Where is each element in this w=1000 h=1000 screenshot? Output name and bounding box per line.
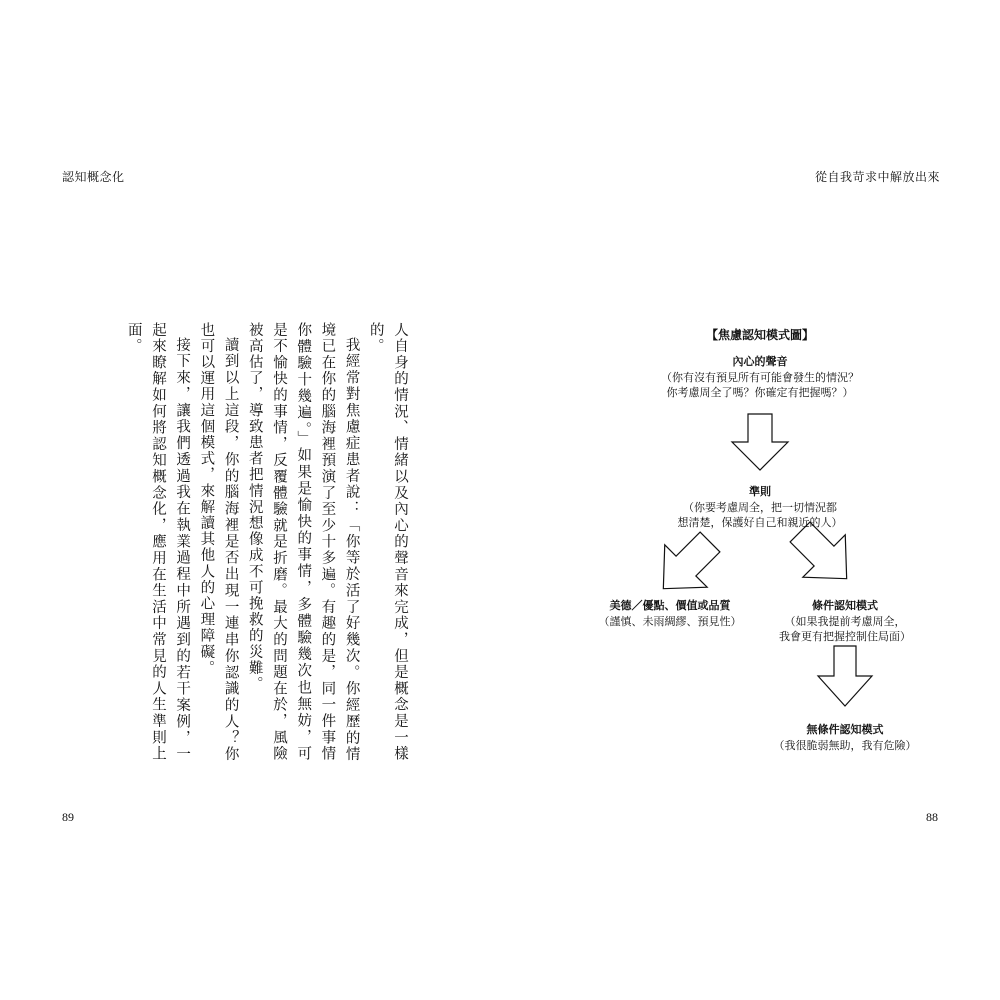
node-text: （我很脆弱無助，我有危險） [773,738,917,752]
paragraph: 我經常對焦慮症患者說：「你等於活了好幾次。你經歷的情境已在你的腦海裡預演了至少十多遍。有趣的是，同一件事情你體驗十幾遍。」如果是愉快的事情，多體驗幾次也無妨，可是不愉快的事情，反覆體驗就是折磨。最大的問題在於，風險被高估了，導致患者把情況想像成不可挽救的災難。 [246,322,360,762]
node-text: （謹慎、未雨綢繆、預見性） [598,614,742,628]
node-title: 美德／優點、價值或品質 [609,599,731,612]
paragraph: 讀到以上這段，你的腦海裡是否出現一連串你認識的人？你也可以運用這個模式，來解讀其他人的心理障礙。 [198,322,239,762]
node-unconditional-model [760,722,930,753]
page-number-left: 89 [62,810,74,824]
node-text: （如果我提前考慮周全， [784,614,906,628]
node-text: 想清楚，保護好自己和親近的人） [677,516,843,529]
running-head-right: 從自我苛求中解放出來 [814,170,940,184]
node-rule [650,484,870,531]
arrow-down-icon [818,646,872,706]
diagram-title: 【焦慮認知模式圖】 [705,328,814,342]
paragraph: 人自身的情況、情緒以及內心的聲音來完成，但是概念是一樣的。 [367,322,408,762]
node-conditional-model [760,598,930,645]
node-title: 無條件認知模式 [806,723,884,736]
node-text: 你考慮周全了嗎？你確定有把握嗎？） [666,386,854,399]
node-inner-voice [620,354,900,401]
node-text: 我會更有把握控制住局面） [779,630,911,643]
body-text [120,322,412,762]
running-head-left: 認知概念化 [62,170,125,184]
page-number-right: 88 [926,810,938,824]
arrow-down-left-icon [642,521,731,610]
anxiety-cognitive-model-diagram [560,310,940,770]
node-title: 內心的聲音 [732,355,788,368]
node-text: （你要考慮周全，把一切情況都 [683,500,837,514]
node-title: 準則 [749,485,771,498]
arrow-down-icon [732,414,788,470]
node-title: 條件認知模式 [812,599,878,612]
node-virtue [590,598,750,629]
paragraph: 接下來，讓我們透過我在執業過程中所遇到的若干案例，一起來瞭解如何將認知概念化，應用在生活中常見的人生準則上面。 [125,322,191,762]
node-text: （你有沒有預見所有可能會發生的情況？ [661,370,859,384]
